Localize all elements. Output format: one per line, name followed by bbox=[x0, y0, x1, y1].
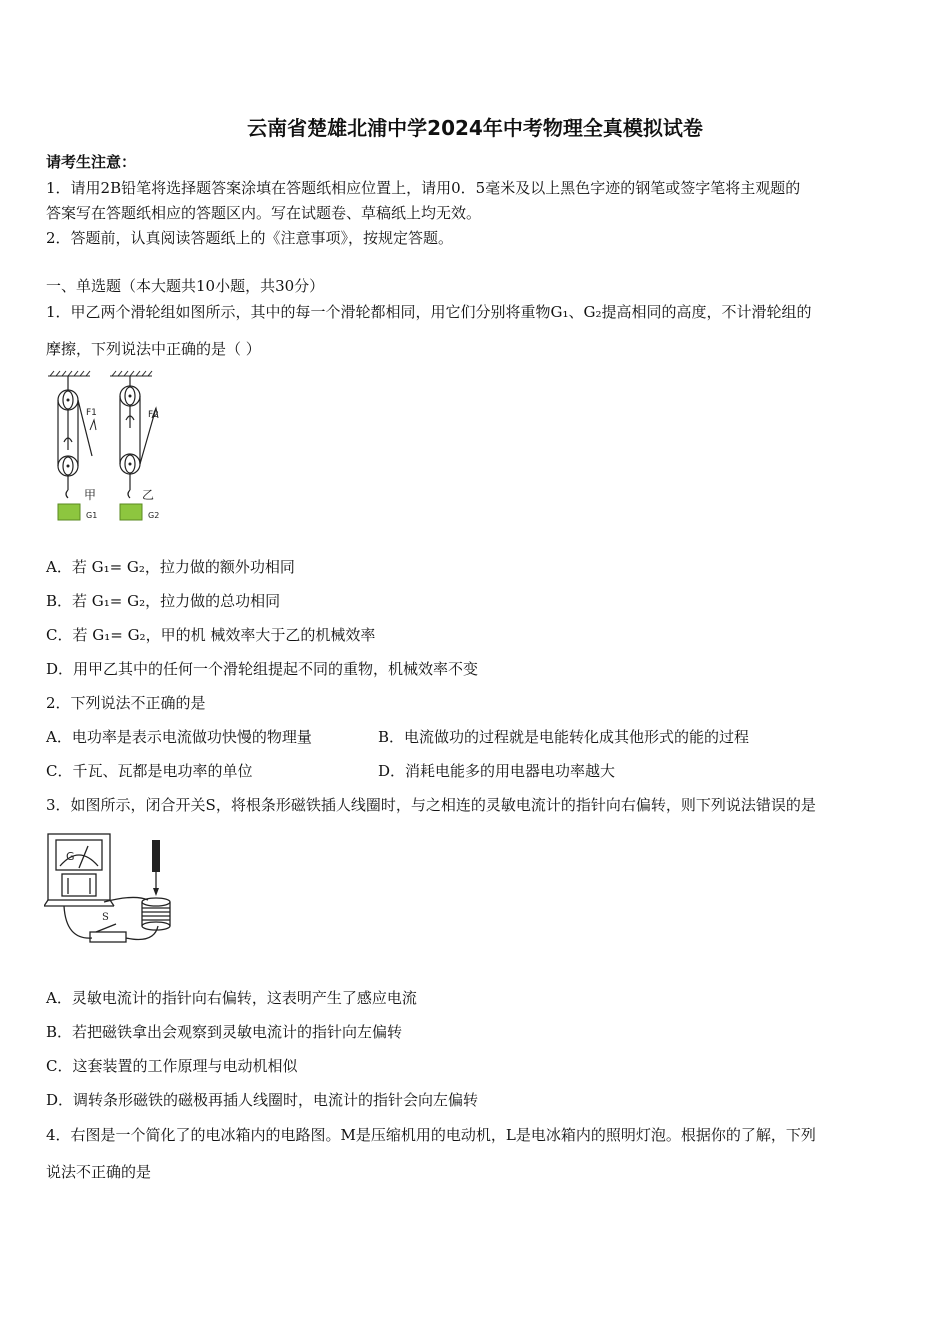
label-f2: F2 bbox=[148, 410, 159, 420]
q2-option-c: C．千瓦、瓦都是电功率的单位 bbox=[46, 762, 253, 780]
q4-stem-b: 说法不正确的是 bbox=[46, 1163, 152, 1181]
q3-stem: 3．如图所示，闭合开关S，将根条形磁铁插人线圈时，与之相连的灵敏电流计的指针向右偏转，则下列说法错误的是 bbox=[46, 796, 816, 814]
ceiling-right bbox=[110, 371, 152, 376]
q3-option-a: A．灵敏电流计的指针向右偏转，这表明产生了感应电流 bbox=[46, 989, 417, 1007]
q2-option-a: A．电功率是表示电流做功快慢的物理量 bbox=[46, 728, 312, 746]
q1-option-d: D．用甲乙其中的任何一个滑轮组提起不同的重物，机械效率不变 bbox=[46, 660, 479, 678]
q1-option-b: B．若 G₁= G₂，拉力做的总功相同 bbox=[46, 592, 281, 610]
q2-option-d: D．消耗电能多的用电器电功率越大 bbox=[378, 762, 616, 780]
page-title: 云南省楚雄北浦中学2024年中考物理全真模拟试卷 bbox=[247, 116, 703, 140]
coil bbox=[142, 898, 170, 906]
q3-option-d: D．调转条形磁铁的磁极再插人线圈时，电流计的指针会向左偏转 bbox=[46, 1091, 479, 1109]
notice-item-1a: 1．请用2B铅笔将选择题答案涂填在答题纸相应位置上，请用0．5毫米及以上黑色字迹的钢笔或签字笔将主观题的 bbox=[46, 179, 801, 197]
section-heading: 一、单选题（本大题共10小题，共30分） bbox=[46, 277, 325, 295]
label-jia: 甲 bbox=[84, 488, 97, 502]
q1-option-a: A．若 G₁= G₂，拉力做的额外功相同 bbox=[46, 558, 295, 576]
switch bbox=[90, 932, 126, 942]
notice-heading: 请考生注意： bbox=[46, 153, 137, 171]
q3-option-c: C．这套装置的工作原理与电动机相似 bbox=[46, 1057, 298, 1075]
induction-figure bbox=[44, 828, 194, 950]
weight-g1 bbox=[58, 504, 80, 520]
q1-stem-a: 1．甲乙两个滑轮组如图所示，其中的每一个滑轮都相同，用它们分别将重物G₁、G₂提高相同的高度，不计滑轮组的 bbox=[46, 303, 812, 321]
ceiling-left bbox=[48, 371, 90, 376]
label-g1: G1 bbox=[86, 511, 98, 520]
notice-item-2: 2．答题前，认真阅读答题纸上的《注意事项》，按规定答题。 bbox=[46, 229, 454, 247]
weight-g2 bbox=[120, 504, 142, 520]
label-s: S bbox=[102, 912, 109, 923]
label-g2: G2 bbox=[148, 511, 160, 520]
label-g: G bbox=[66, 850, 75, 863]
q1-option-c: C．若 G₁= G₂，甲的机 械效率大于乙的机械效率 bbox=[46, 626, 376, 644]
q1-stem-b: 摩擦，下列说法中正确的是（ ） bbox=[46, 340, 261, 358]
q3-option-b: B．若把磁铁拿出会观察到灵敏电流计的指针向左偏转 bbox=[46, 1023, 403, 1041]
pulley-figure bbox=[40, 368, 180, 528]
label-yi: 乙 bbox=[142, 488, 155, 502]
q4-stem-a: 4．右图是一个简化了的电冰箱内的电路图。M是压缩机用的电动机，L是电冰箱内的照明灯泡。根据你的了解，下列 bbox=[46, 1126, 816, 1144]
q2-stem: 2．下列说法不正确的是 bbox=[46, 694, 206, 712]
notice-item-1b: 答案写在答题纸相应的答题区内。写在试题卷、草稿纸上均无效。 bbox=[46, 204, 482, 222]
label-f1: F1 bbox=[86, 408, 97, 418]
q2-option-b: B．电流做功的过程就是电能转化成其他形式的能的过程 bbox=[378, 728, 750, 746]
bar-magnet bbox=[152, 840, 160, 872]
